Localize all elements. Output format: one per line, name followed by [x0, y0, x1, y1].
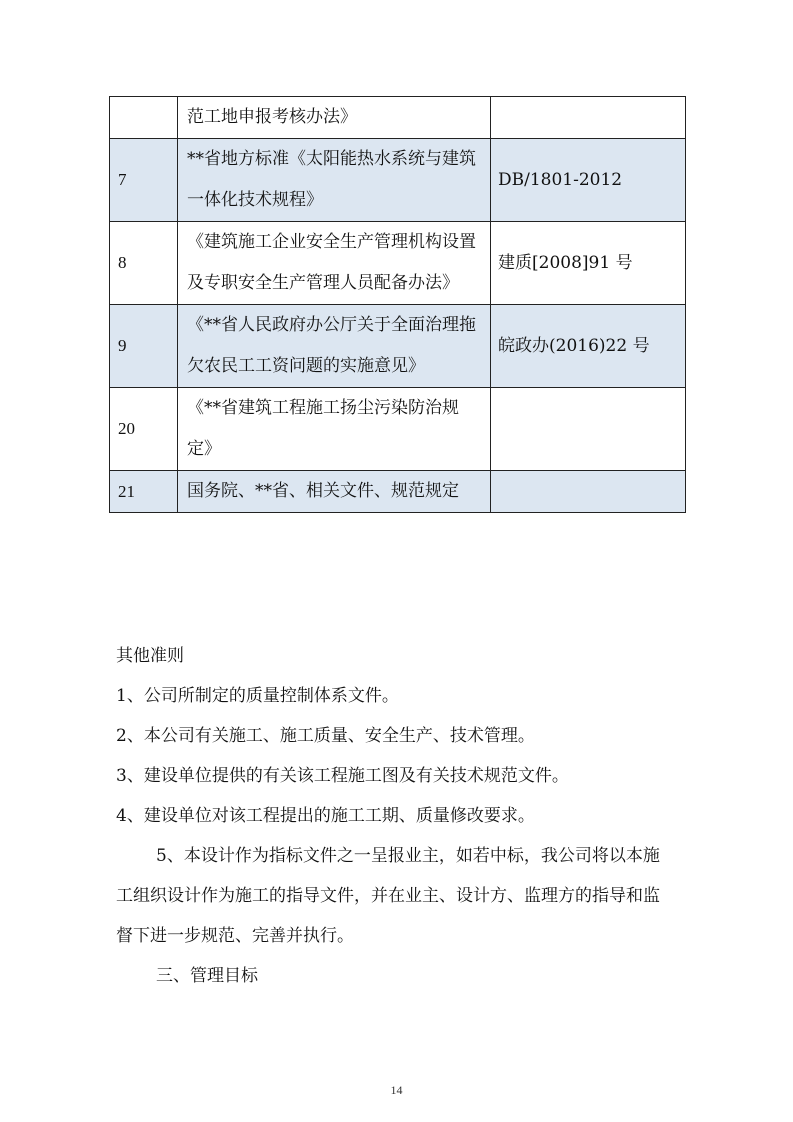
table-row	[110, 388, 686, 471]
document-name-cell: 《建筑施工企业安全生产管理机构设置及专职安全生产管理人员配备办法》	[178, 222, 491, 305]
table-row	[110, 222, 686, 305]
document-name-cell: **省地方标准《太阳能热水系统与建筑一体化技术规程》	[178, 139, 491, 222]
document-name-cell: 《**省建筑工程施工扬尘污染防治规定》	[178, 388, 491, 471]
table-row	[110, 305, 686, 388]
rule-item-3: 3、建设单位提供的有关该工程施工图及有关技术规范文件。	[116, 766, 569, 786]
other-rules-section	[116, 636, 676, 996]
document-name-cell: 《**省人民政府办公厅关于全面治理拖欠农民工工资问题的实施意见》	[178, 305, 491, 388]
row-number-cell: 20	[110, 388, 178, 471]
section-heading: 三、管理目标	[156, 966, 258, 986]
document-code-cell: 皖政办(2016)22 号	[491, 305, 686, 388]
rule-item-2: 2、本公司有关施工、施工质量、安全生产、技术管理。	[116, 726, 535, 746]
document-code-cell	[491, 471, 686, 513]
document-code-cell	[491, 388, 686, 471]
other-rules-heading: 其他准则	[116, 646, 184, 666]
page-number: 14	[390, 1083, 403, 1097]
document-code-cell: 建质[2008]91 号	[491, 222, 686, 305]
table-row	[110, 97, 686, 139]
row-number-cell: 9	[110, 305, 178, 388]
table-row	[110, 139, 686, 222]
document-name-cell: 国务院、**省、相关文件、规范规定	[178, 471, 491, 513]
standards-table-body	[110, 97, 686, 513]
table-row	[110, 471, 686, 513]
row-number-cell: 7	[110, 139, 178, 222]
row-number-cell: 21	[110, 471, 178, 513]
row-number-cell	[110, 97, 178, 139]
rule-paragraph-5: 5、本设计作为指标文件之一呈报业主，如若中标，我公司将以本施工组织设计作为施工的指导文件，并在业主、设计方、监理方的指导和监督下进一步规范、完善并执行。	[116, 846, 660, 946]
standards-table	[109, 96, 686, 513]
rule-item-1: 1、公司所制定的质量控制体系文件。	[116, 686, 399, 706]
document-code-cell: DB/1801-2012	[491, 139, 686, 222]
document-code-cell	[491, 97, 686, 139]
rule-item-4: 4、建设单位对该工程提出的施工工期、质量修改要求。	[116, 806, 535, 826]
row-number-cell: 8	[110, 222, 178, 305]
document-name-cell: 范工地申报考核办法》	[178, 97, 491, 139]
